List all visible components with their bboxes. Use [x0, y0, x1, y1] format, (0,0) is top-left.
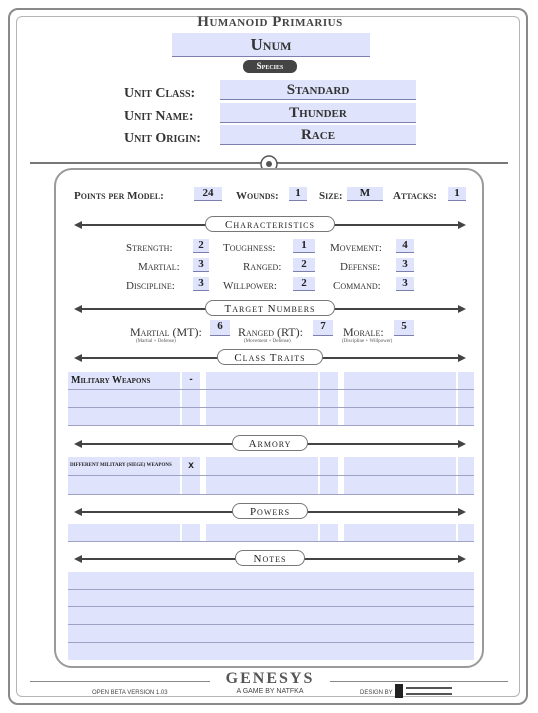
powers-col-2 — [206, 524, 318, 542]
unit-class-field[interactable]: Standard — [220, 80, 416, 100]
size-field[interactable]: M — [347, 187, 383, 201]
armory-row-rule — [68, 494, 474, 495]
martial-tn-field[interactable]: 6 — [210, 320, 230, 336]
version-text: OPEN BETA VERSION 1.03 — [92, 690, 168, 696]
martial-tn-sub: (Martial + Defense) — [136, 339, 176, 344]
armory-item-1-value[interactable]: x — [188, 460, 194, 471]
armory-header — [74, 435, 466, 453]
size-label: Size: — [319, 190, 343, 202]
powers-col-1-cost — [182, 524, 200, 542]
armory-col-2-cost — [320, 457, 338, 495]
attacks-field[interactable]: 1 — [448, 187, 466, 201]
notes-title: Notes — [235, 550, 305, 566]
unit-origin-field[interactable]: Race — [220, 125, 416, 145]
willpower-field[interactable]: 2 — [293, 277, 315, 291]
unit-name-field[interactable]: Thunder — [220, 103, 416, 123]
unit-class-label: Unit Class: — [124, 86, 196, 101]
class-traits-header — [74, 349, 466, 367]
class-traits-title: Class Traits — [217, 349, 323, 365]
willpower-label: Willpower: — [223, 280, 277, 292]
trait-1-name[interactable]: Military Weapons — [71, 375, 151, 386]
ranged-label: Ranged: — [243, 261, 282, 273]
points-label: Points per Model: — [74, 190, 164, 202]
powers-col-3-cost — [458, 524, 474, 542]
defense-field[interactable]: 3 — [396, 258, 414, 272]
target-numbers-title: Target Numbers — [205, 300, 335, 316]
characteristics-header — [74, 216, 466, 234]
unit-origin-label: Unit Origin: — [124, 131, 201, 146]
armory-item-1-name[interactable]: DIFFERENT MILITARY (SIEGE) WEAPONS — [70, 463, 172, 468]
armory-row-rule — [68, 475, 474, 476]
armory-col-3 — [344, 457, 456, 495]
wounds-label: Wounds: — [236, 190, 279, 202]
genesys-logo: GENESYS — [225, 670, 315, 687]
armory-col-3-cost — [458, 457, 474, 495]
powers-col-2-cost — [320, 524, 338, 542]
martial-field[interactable]: 3 — [193, 258, 209, 272]
traits-col-2 — [206, 372, 318, 426]
notes-rule — [68, 624, 474, 625]
armory-col-2 — [206, 457, 318, 495]
notes-header — [74, 550, 466, 568]
species-badge: Species — [243, 60, 297, 73]
ranged-field[interactable]: 2 — [293, 258, 315, 272]
martial-label: Martial: — [138, 261, 180, 273]
powers-col-1 — [68, 524, 180, 542]
footer-divider-left — [30, 681, 210, 682]
traits-col-3-cost — [458, 372, 474, 426]
ranged-tn-field[interactable]: 7 — [313, 320, 333, 336]
powers-col-3 — [344, 524, 456, 542]
traits-row-rule — [68, 425, 474, 426]
traits-col-3 — [344, 372, 456, 426]
wounds-field[interactable]: 1 — [289, 187, 307, 201]
traits-col-2-cost — [320, 372, 338, 426]
command-label: Command: — [333, 280, 381, 292]
byline: A GAME BY NATFKA — [236, 688, 304, 695]
points-field[interactable]: 24 — [194, 187, 222, 201]
defense-label: Defense: — [340, 261, 381, 273]
powers-header — [74, 503, 466, 521]
discipline-field[interactable]: 3 — [193, 277, 209, 291]
strength-field[interactable]: 2 — [193, 239, 209, 253]
morale-tn-sub: (Discipline + Willpower) — [342, 339, 393, 344]
movement-field[interactable]: 4 — [396, 239, 414, 253]
toughness-label: Toughness: — [223, 242, 276, 254]
traits-row-rule — [68, 389, 474, 390]
notes-rule — [68, 642, 474, 643]
command-field[interactable]: 3 — [396, 277, 414, 291]
target-numbers-header — [74, 300, 466, 318]
ranged-tn-sub: (Movement + Defense) — [244, 339, 291, 344]
notes-rule — [68, 606, 474, 607]
powers-row-rule — [68, 541, 474, 542]
design-by-text: DESIGN BY — [360, 690, 393, 696]
toughness-field[interactable]: 1 — [293, 239, 315, 253]
strength-label: Strength: — [126, 242, 173, 254]
trait-1-value[interactable]: - — [189, 374, 193, 385]
attacks-label: Attacks: — [393, 190, 437, 202]
footer-divider-right — [330, 681, 508, 682]
notes-rule — [68, 589, 474, 590]
title: Humanoid Primarius — [197, 14, 343, 30]
movement-label: Movement: — [330, 242, 382, 254]
notes-area[interactable] — [68, 572, 474, 660]
powers-title: Powers — [232, 503, 308, 519]
armory-title: Armory — [232, 435, 308, 451]
species-field[interactable]: Unum — [172, 33, 370, 57]
discipline-label: Discipline: — [126, 280, 175, 292]
designer-logo-icon — [395, 684, 455, 698]
characteristics-title: Characteristics — [205, 216, 335, 232]
morale-tn-label: Morale: — [343, 325, 384, 339]
unit-name-label: Unit Name: — [124, 109, 194, 124]
traits-row-rule — [68, 407, 474, 408]
martial-tn-label: Martial (MT): — [130, 325, 202, 339]
ranged-tn-label: Ranged (RT): — [238, 325, 303, 339]
morale-tn-field[interactable]: 5 — [394, 320, 414, 336]
